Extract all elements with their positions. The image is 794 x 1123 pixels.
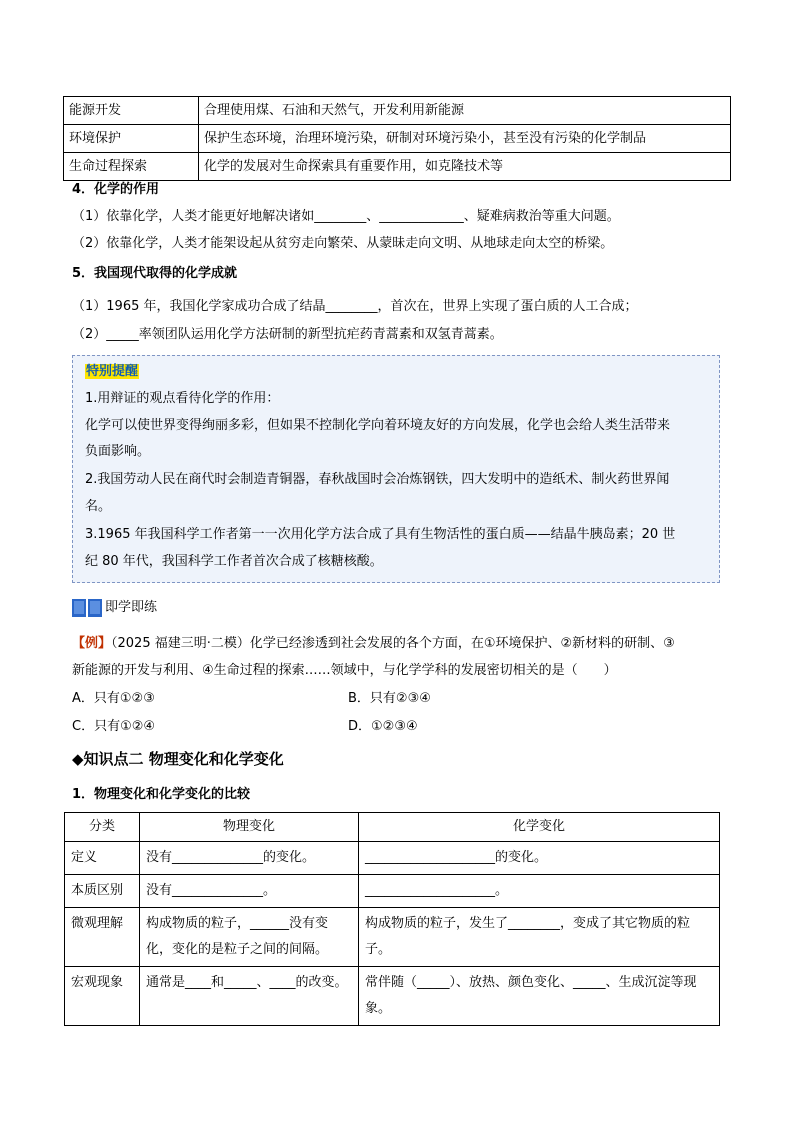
table-row — [65, 908, 720, 967]
tip-line: 负面影响。 — [85, 444, 151, 459]
row-label: 定义 — [65, 842, 140, 875]
option-c[interactable]: C．只有①②④ — [72, 719, 156, 734]
comparison-subheading: 1．物理变化和化学变化的比较 — [72, 787, 251, 802]
row-label: 本质区别 — [65, 875, 140, 908]
chemical-cell: 常伴随（_____）、放热、颜色变化、_____、生成沉淀等现象。 — [359, 967, 720, 1026]
special-reminder-box — [72, 355, 720, 583]
section-5-line-1: （1）1965 年，我国化学家成功合成了结晶________，首次在，世界上实现了蛋白质的人工合成； — [72, 299, 638, 314]
field-cell: 能源开发 — [64, 97, 199, 125]
application-field-table — [63, 96, 731, 181]
chemical-cell: 构成物质的粒子，发生了________，变成了其它物质的粒子。 — [359, 908, 720, 967]
example-question-text: （2025 福建三明·二模）化学已经渗透到社会发展的各个方面，在①环境保护、②新材料的研制、③ — [111, 636, 675, 651]
section-4-heading: 4．化学的作用 — [72, 182, 160, 197]
option-a[interactable]: A．只有①②③ — [72, 691, 155, 706]
special-reminder-title: 特别提醒 — [86, 364, 139, 379]
desc-cell: 保护生态环境，治理环境污染，研制对环境污染小，甚至没有污染的化学制品 — [199, 125, 731, 153]
tip-line: 1.用辩证的观点看待化学的作用： — [85, 391, 280, 406]
section-4-line-1: （1）依靠化学，人类才能更好地解决诸如________、_____________、疑难病救治等重大问题。 — [72, 209, 620, 224]
section-5-heading: 5．我国现代取得的化学成就 — [72, 266, 238, 281]
row-label: 微观理解 — [65, 908, 140, 967]
physical-chemical-comparison-table — [64, 812, 720, 1026]
table-row — [64, 97, 731, 125]
practice-label: 即学即练 — [105, 600, 158, 615]
physical-cell: 通常是____和_____、____的改变。 — [140, 967, 359, 1026]
open-book-icon — [72, 597, 102, 619]
chemical-cell: ____________________。 — [359, 875, 720, 908]
desc-cell: 合理使用煤、石油和天然气，开发利用新能源 — [199, 97, 731, 125]
option-b[interactable]: B．只有②③④ — [348, 691, 431, 706]
table-row — [65, 875, 720, 908]
tip-line: 名。 — [85, 499, 112, 514]
header-category: 分类 — [65, 813, 140, 842]
table-row — [65, 842, 720, 875]
table-row — [64, 153, 731, 181]
option-d[interactable]: D．①②③④ — [348, 719, 418, 734]
physical-cell: 没有______________的变化。 — [140, 842, 359, 875]
example-question-line-1 — [72, 634, 675, 654]
row-label: 宏观现象 — [65, 967, 140, 1026]
section-4-line-2: （2）依靠化学，人类才能架设起从贫穷走向繁荣、从蒙昧走向文明、从地球走向太空的桥梁。 — [72, 236, 614, 251]
field-cell: 生命过程探索 — [64, 153, 199, 181]
table-row — [64, 125, 731, 153]
section-5-line-2: （2）_____率领团队运用化学方法研制的新型抗疟药青蒿素和双氢青蒿素。 — [72, 327, 503, 342]
header-chemical: 化学变化 — [359, 813, 720, 842]
field-cell: 环境保护 — [64, 125, 199, 153]
tip-line: 化学可以使世界变得绚丽多彩，但如果不控制化学向着环境友好的方向发展，化学也会给人类生活带来 — [85, 418, 671, 433]
physical-cell: 构成物质的粒子，______没有变化，变化的是粒子之间的间隔。 — [140, 908, 359, 967]
tip-line: 纪 80 年代，我国科学工作者首次合成了核糖核酸。 — [85, 554, 383, 569]
tip-line: 2.我国劳动人民在商代时会制造青铜器，春秋战国时会冶炼钢铁，四大发明中的造纸术、制火药世界闻 — [85, 472, 670, 487]
header-physical: 物理变化 — [140, 813, 359, 842]
knowledge-point-2-heading: ◆知识点二 物理变化和化学变化 — [72, 750, 284, 768]
example-question-line-2: 新能源的开发与利用、④生命过程的探索……领域中，与化学学科的发展密切相关的是（ ） — [72, 663, 617, 678]
desc-cell: 化学的发展对生命探索具有重要作用，如克隆技术等 — [199, 153, 731, 181]
tip-line: 3.1965 年我国科学工作者第一一次用化学方法合成了具有生物活性的蛋白质——结晶牛胰岛素；20 世 — [85, 527, 676, 542]
practice-header — [72, 597, 157, 619]
table-row — [65, 967, 720, 1026]
example-tag: 【例】 — [72, 636, 112, 651]
physical-cell: 没有______________。 — [140, 875, 359, 908]
table-header-row — [65, 813, 720, 842]
chemical-cell: ____________________的变化。 — [359, 842, 720, 875]
